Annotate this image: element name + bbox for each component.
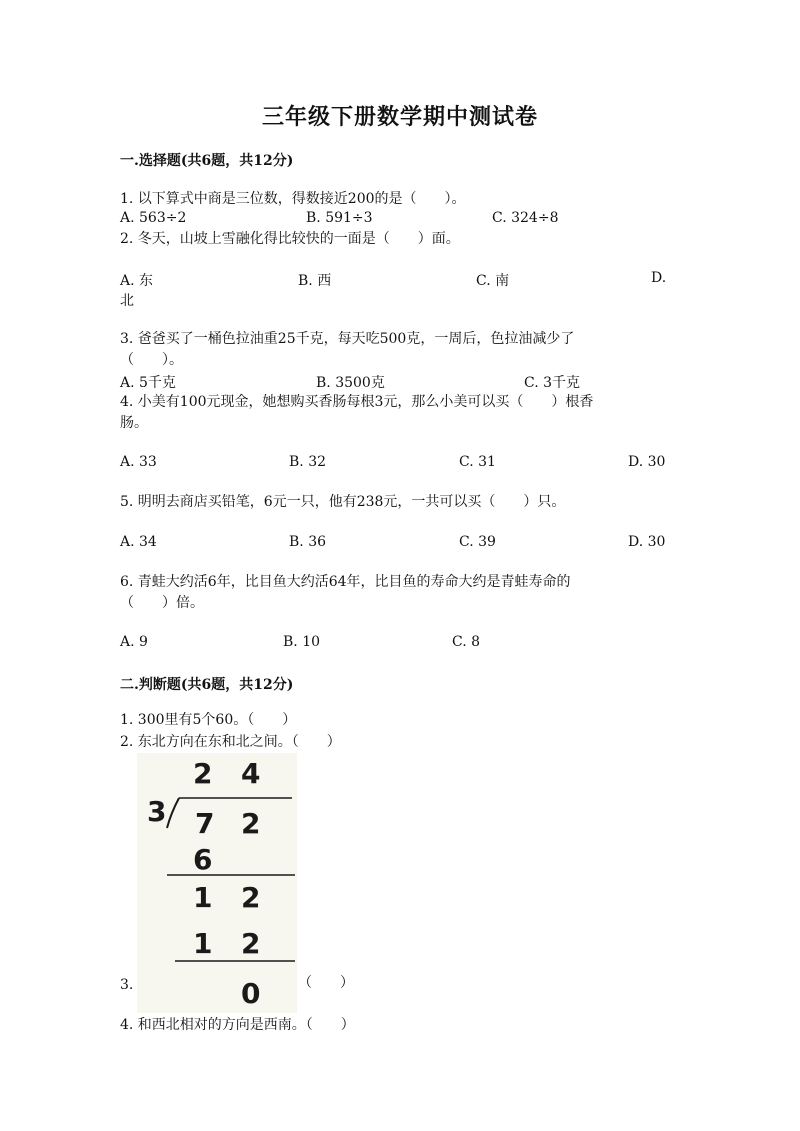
question-3-option-b: B. 3500克 <box>316 375 385 391</box>
question-4-option-a: A. 33 <box>120 454 157 470</box>
quotient-digit-1: 2 <box>193 757 213 790</box>
judgement-question-1: 1. 300里有5个60。（ ） <box>120 712 297 728</box>
question-5-option-c: C. 39 <box>459 534 496 550</box>
judgement-question-2: 2. 东北方向在东和北之间。（ ） <box>120 734 341 750</box>
question-6-option-c: C. 8 <box>452 634 481 650</box>
question-3-text-line1: 3. 爸爸买了一桶色拉油重25千克，每天吃500克，一周后，色拉油减少了 <box>120 331 575 347</box>
page-title: 三年级下册数学期中测试卷 <box>261 104 538 130</box>
section-heading-choice: 一.选择题(共6题，共12分) <box>120 153 294 169</box>
question-6-text-line2: （ ）倍。 <box>120 595 204 611</box>
question-4-text-line1: 4. 小美有100元现金，她想购买香肠每根3元，那么小美可以买（ ）根香 <box>120 394 594 410</box>
divisor-digit: 3 <box>147 795 167 828</box>
question-2-option-a: A. 东 <box>120 273 154 289</box>
step2-digit-2: 2 <box>241 881 261 914</box>
question-4-text-line2: 肠。 <box>120 415 148 431</box>
question-2-option-b: B. 西 <box>298 273 332 289</box>
question-4-option-b: B. 32 <box>289 454 327 470</box>
judgement-question-4: 4. 和西北相对的方向是西南。（ ） <box>120 1017 355 1033</box>
question-1-option-a: A. 563÷2 <box>120 210 187 226</box>
question-1-option-b: B. 591÷3 <box>306 210 373 226</box>
remainder-digit: 0 <box>241 977 261 1010</box>
question-5-option-a: A. 34 <box>120 534 157 550</box>
long-division-figure <box>137 753 297 1013</box>
question-1-text: 1. 以下算式中商是三位数，得数接近200的是（ ）。 <box>120 191 466 207</box>
question-2-text: 2. 冬天，山坡上雪融化得比较快的一面是（ ）面。 <box>120 231 460 247</box>
step2-digit-1: 1 <box>193 881 213 914</box>
quotient-digit-2: 4 <box>241 757 261 790</box>
step3-digit-2: 2 <box>241 927 261 960</box>
question-5-text: 5. 明明去商店买铅笔，6元一只，他有238元，一共可以买（ ）只。 <box>120 494 566 510</box>
question-6-option-a: A. 9 <box>120 634 148 650</box>
question-4-option-d: D. 30 <box>628 454 666 470</box>
dividend-digit-1: 7 <box>195 807 215 840</box>
question-2-option-d-continued: 北 <box>120 293 134 309</box>
question-4-option-c: C. 31 <box>459 454 496 470</box>
section-heading-judgement: 二.判断题(共6题，共12分) <box>120 677 294 693</box>
question-5-option-b: B. 36 <box>289 534 327 550</box>
dividend-digit-2: 2 <box>241 807 261 840</box>
division-bracket <box>167 798 179 828</box>
step3-digit-1: 1 <box>193 927 213 960</box>
question-6-option-b: B. 10 <box>283 634 321 650</box>
question-5-option-d: D. 30 <box>628 534 666 550</box>
judgement-question-3-paren: （ ） <box>298 975 354 991</box>
question-3-text-line2: （ ）。 <box>120 352 183 368</box>
division-lines <box>137 753 297 1013</box>
question-3-option-c: C. 3千克 <box>524 375 581 391</box>
judgement-question-3-number: 3. <box>120 977 134 993</box>
question-2-option-d: D. <box>651 270 667 286</box>
question-6-text-line1: 6. 青蛙大约活6年，比目鱼大约活64年，比目鱼的寿命大约是青蛙寿命的 <box>120 574 571 590</box>
step1-digit: 6 <box>193 843 213 876</box>
question-1-option-c: C. 324÷8 <box>492 210 559 226</box>
question-2-option-c: C. 南 <box>476 273 510 289</box>
question-3-option-a: A. 5千克 <box>120 375 176 391</box>
